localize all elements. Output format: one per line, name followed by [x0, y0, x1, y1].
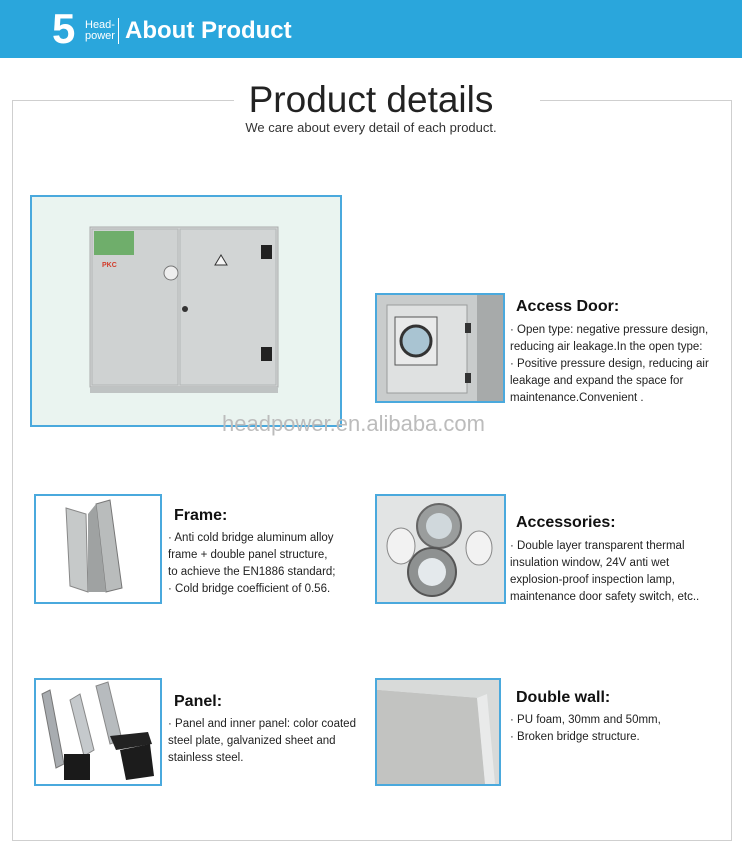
accessories-title: Accessories:	[516, 514, 616, 531]
unit-brand-label: PKC	[102, 262, 117, 269]
frame-photo	[34, 494, 162, 604]
accessories-photo	[375, 494, 506, 604]
product-main-photo	[30, 195, 342, 427]
panel-text: · Panel and inner panel: color coated steel plate, galvanized sheet and stainless steel.	[168, 718, 356, 764]
page-title: Product details	[248, 79, 494, 120]
header-divider	[118, 18, 119, 44]
access-door-title: Access Door:	[516, 298, 620, 315]
double-wall-text: · PU foam, 30mm and 50mm, · Broken bridge structure.	[510, 714, 661, 743]
brand-name: Head- power	[85, 19, 115, 42]
access-door-text: · Open type: negative pressure design, reducing air leakage.In the open type: · Positive pressure design, reducing air leakage and expand the space for maintenance.Convenient .	[510, 324, 709, 404]
double-wall-title: Double wall:	[516, 689, 611, 706]
page-subtitle: We care about every detail of each product.	[245, 120, 497, 135]
frame-text: · Anti cold bridge aluminum alloy frame + double panel structure, to achieve the EN1886 standard; · Cold bridge coefficient of 0.56.	[168, 532, 336, 595]
header-bar	[0, 0, 742, 58]
watermark: headpower.en.alibaba.com	[222, 411, 485, 436]
panel-photo	[34, 678, 162, 786]
panel-title: Panel:	[174, 693, 223, 710]
access-door-photo	[375, 293, 505, 403]
frame-title: Frame:	[174, 507, 228, 524]
header-title: About Product	[125, 17, 292, 44]
section-number: 5	[52, 5, 76, 52]
accessories-text: · Double layer transparent thermal insulation window, 24V anti wet explosion-proof inspection lamp, maintenance door safety switch, etc..	[510, 540, 700, 603]
double-wall-photo	[375, 678, 501, 786]
